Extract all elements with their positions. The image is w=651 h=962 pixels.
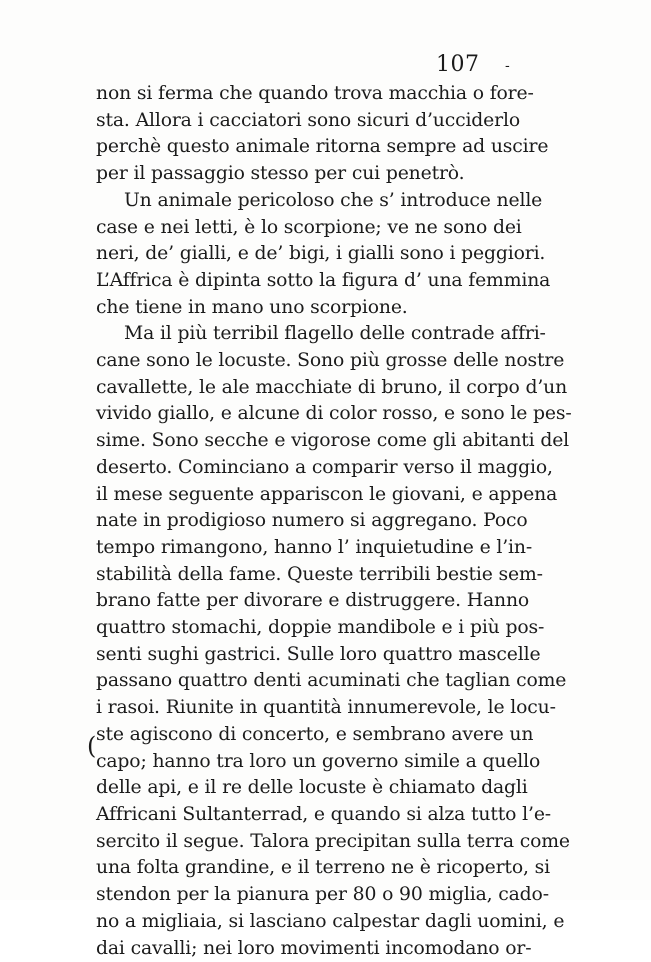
text-line: sta. Allora i cacciatori sono sicuri d’ucciderlo [96, 108, 516, 135]
text-line: stabilità della fame. Queste terribili bestie sem- [96, 562, 516, 589]
text-line: Ma il più terribil flagello delle contrade affri- [96, 321, 516, 348]
text-line: capo; hanno tra loro un governo simile a quello [96, 749, 516, 776]
text-line: vivido giallo, e alcune di color rosso, e sono le pes- [96, 401, 516, 428]
text-line: senti sughi gastrici. Sulle loro quattro mascelle [96, 642, 516, 669]
text-line: L’Affrica è dipinta sotto la figura d’ una femmina [96, 268, 516, 295]
text-line: dai cavalli; nei loro movimenti incomodano or- [96, 936, 516, 962]
text-line: perchè questo animale ritorna sempre ad uscire [96, 134, 516, 161]
body-text [96, 81, 516, 962]
text-line: una folta grandine, e il terreno ne è ricoperto, si [96, 855, 516, 882]
text-line: quattro stomachi, doppie mandibole e i più pos- [96, 615, 516, 642]
text-line: cane sono le locuste. Sono più grosse delle nostre [96, 348, 516, 375]
text-line: tempo rimangono, hanno l’ inquietudine e l’in- [96, 535, 516, 562]
text-line: il mese seguente appariscon le giovani, e appena [96, 482, 516, 509]
text-line: Un animale pericoloso che s’ introduce nelle [96, 188, 516, 215]
text-line: nate in prodigioso numero si aggregano. Poco [96, 508, 516, 535]
text-line: ste agiscono di concerto, e sembrano avere un [96, 722, 516, 749]
header-mark: - [505, 58, 510, 74]
text-line: sercito il segue. Talora precipitan sulla terra come [96, 829, 516, 856]
text-line: Affricani Sultanterrad, e quando si alza tutto l’e- [96, 802, 516, 829]
text-line: delle api, e il re delle locuste è chiamato dagli [96, 775, 516, 802]
text-line: no a migliaia, si lasciano calpestar dagli uomini, e [96, 909, 516, 936]
text-line: i rasoi. Riunite in quantità innumerevole, le locu- [96, 695, 516, 722]
text-line: brano fatte per divorare e distruggere. Hanno [96, 588, 516, 615]
text-line: non si ferma che quando trova macchia o fore- [96, 81, 516, 108]
text-line: case e nei letti, è lo scorpione; ve ne sono dei [96, 215, 516, 242]
text-line: deserto. Cominciano a comparir verso il maggio, [96, 455, 516, 482]
text-line: stendon per la pianura per 80 o 90 miglia, cado- [96, 882, 516, 909]
page-number: 107 [436, 52, 480, 77]
text-line: che tiene in mano uno scorpione. [96, 295, 516, 322]
margin-mark: ( [87, 734, 96, 758]
text-line: sime. Sono secche e vigorose come gli abitanti del [96, 428, 516, 455]
text-line: passano quattro denti acuminati che taglian come [96, 668, 516, 695]
text-line: cavallette, le ale macchiate di bruno, il corpo d’un [96, 375, 516, 402]
text-line: per il passaggio stesso per cui penetrò. [96, 161, 516, 188]
text-line: neri, de’ gialli, e de’ bigi, i gialli sono i peggiori. [96, 241, 516, 268]
